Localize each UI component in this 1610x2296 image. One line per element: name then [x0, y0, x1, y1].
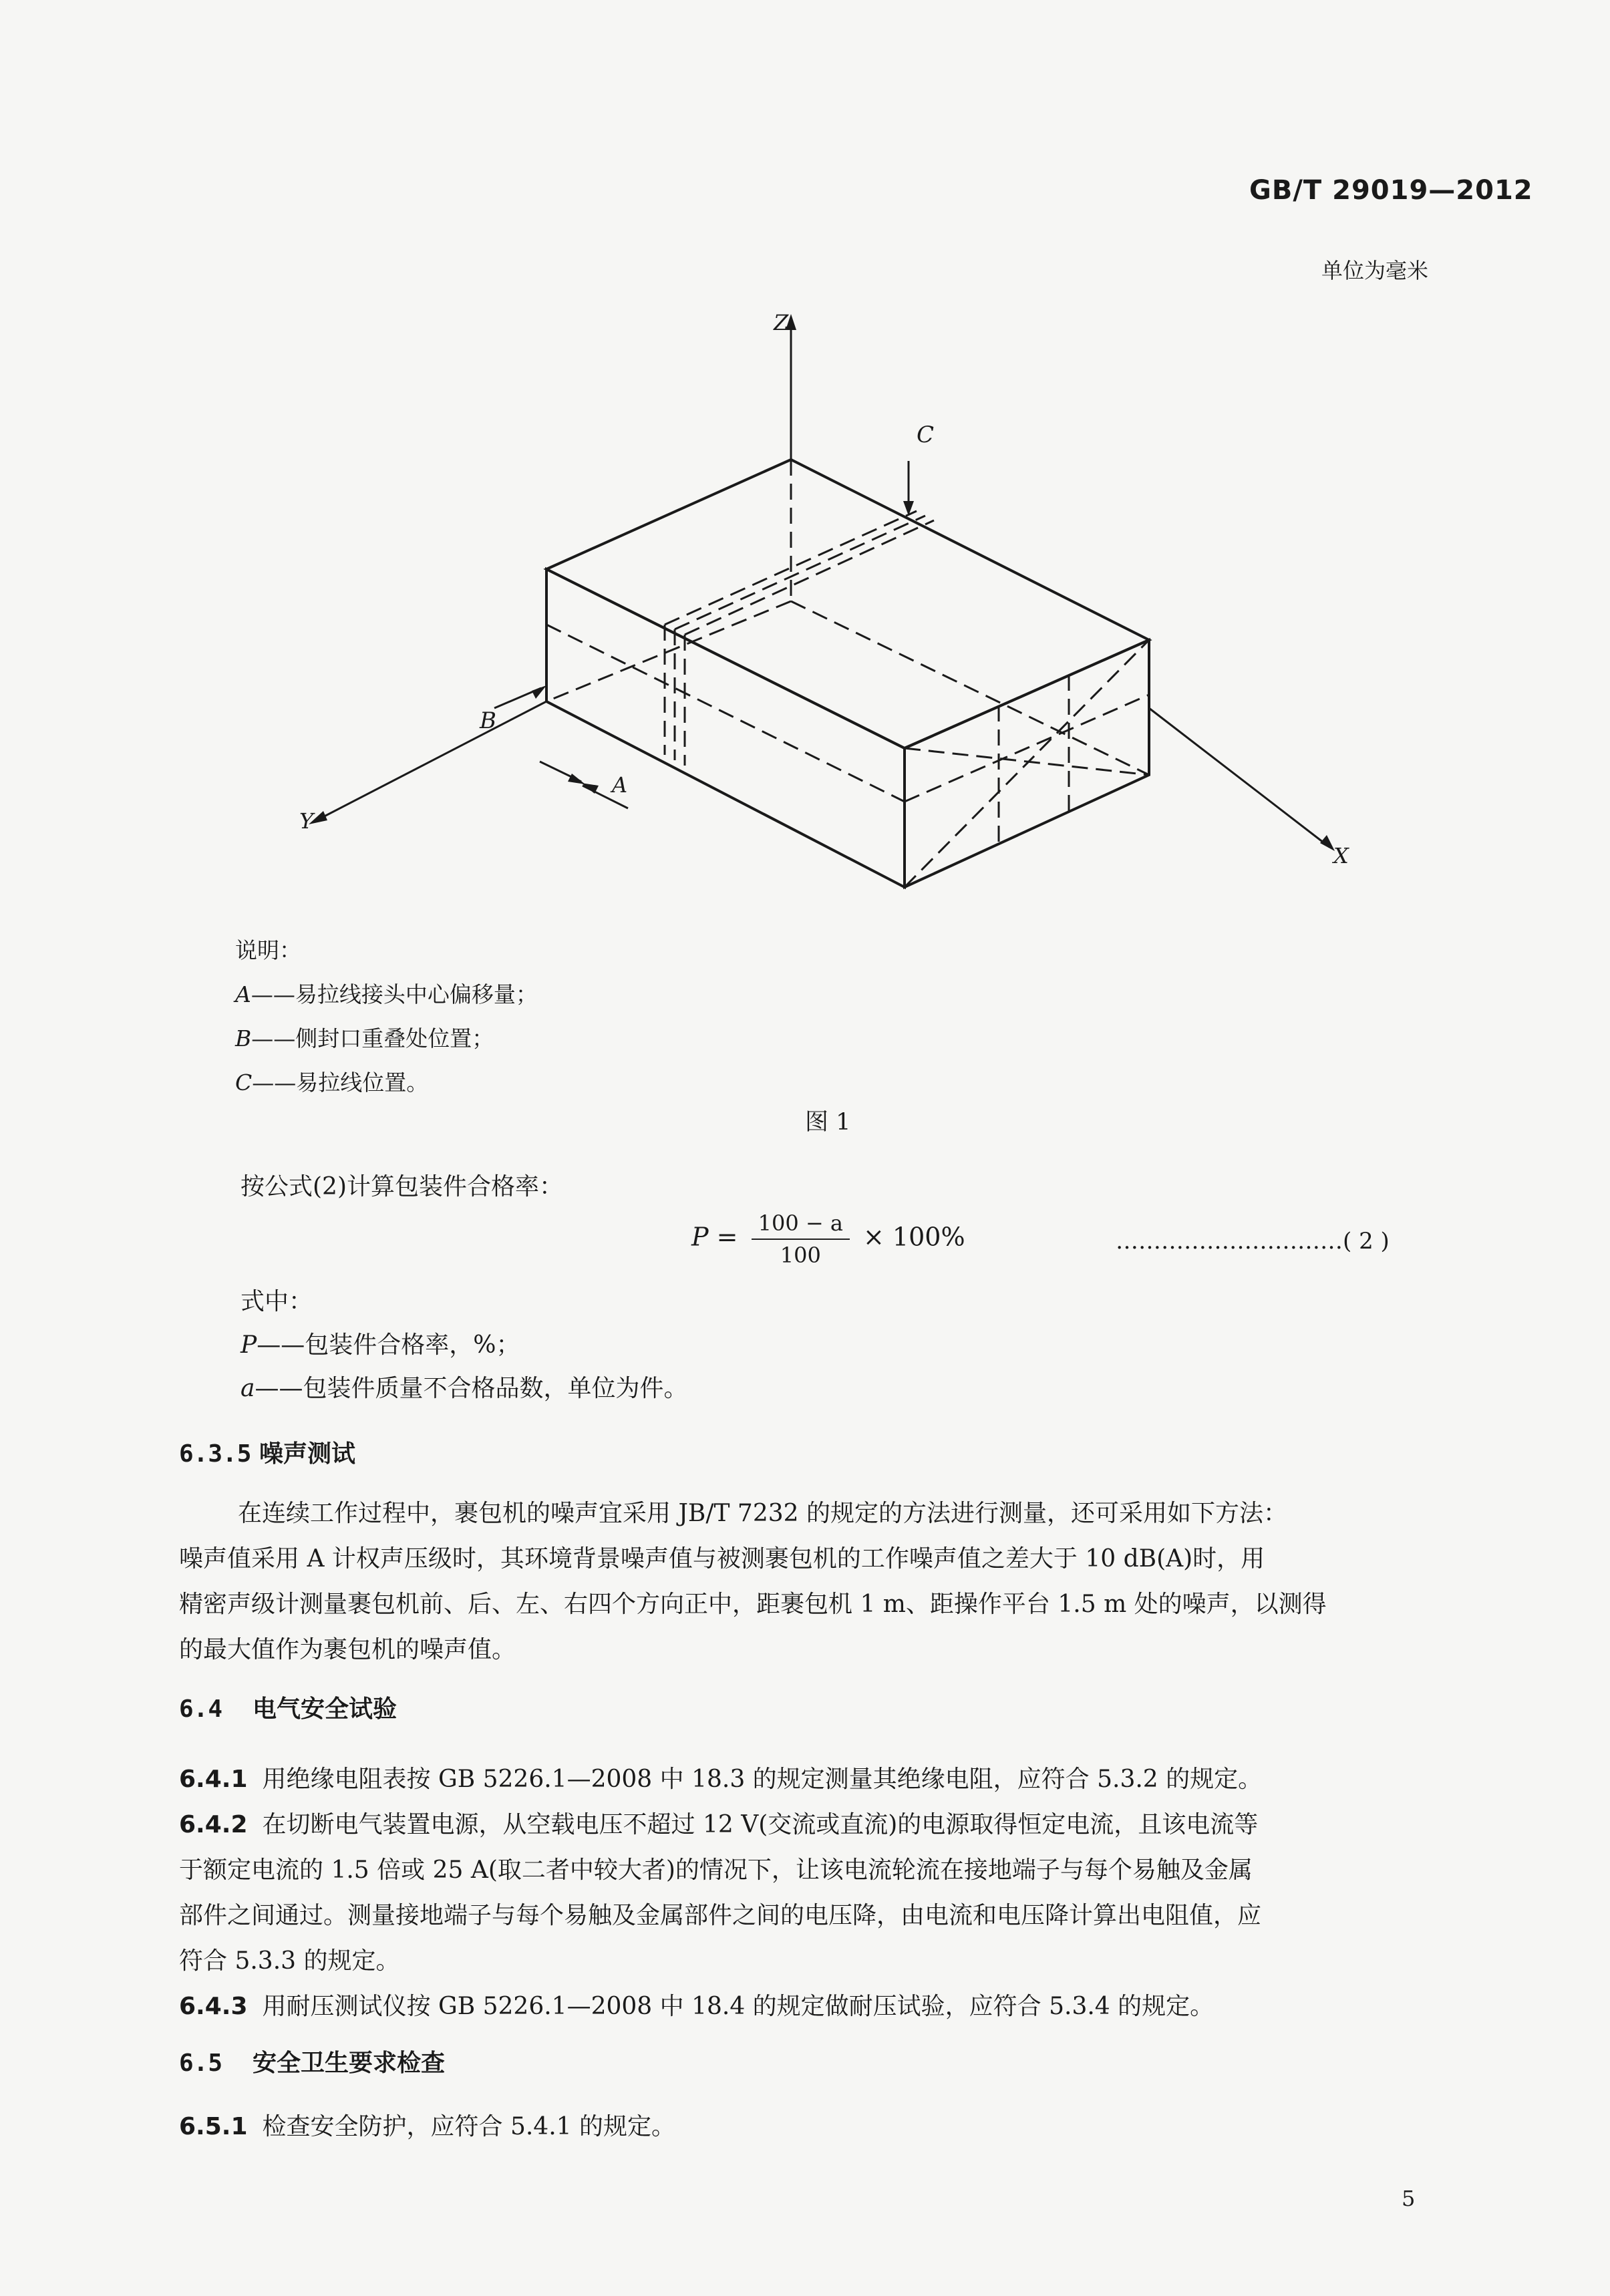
a-dim-arrow-1	[568, 774, 585, 784]
hidden-edges	[546, 460, 1149, 887]
label-b: B	[480, 707, 496, 734]
section-title: 噪声测试	[259, 1440, 356, 1468]
clause-6-4-2-line-3: 部件之间通过。测量接地端子与每个易触及金属部件之间的电压降，由电流和电压降计算出电阻值，应	[179, 1902, 1262, 1929]
clause-number: 6.4.2	[179, 1811, 248, 1838]
paragraph-6-3-5-line-2: 噪声值采用 A 计权声压级时，其环境背景噪声值与被测裹包机的工作噪声值之差大于 10 dB(A)时，用	[179, 1545, 1265, 1573]
section-title: 电气安全试验	[253, 1695, 397, 1723]
x-axis-arrow	[1320, 835, 1335, 851]
standard-code: GB/T 29019—2012	[1249, 175, 1533, 206]
clause-number: 6.5.1	[179, 2113, 248, 2140]
legend-item-a	[235, 973, 538, 1017]
paragraph-6-3-5-line-1: 在连续工作过程中，裹包机的噪声宜采用 JB/T 7232 的规定的方法进行测量，还可采用如下方法：	[238, 1500, 1287, 1527]
formula-fraction	[752, 1210, 850, 1268]
y-axis	[314, 701, 546, 822]
legend-symbol: A	[235, 981, 251, 1007]
clause-6-4-1	[179, 1757, 1468, 1802]
legend-text: ——易拉线接头中心偏移量；	[251, 981, 538, 1007]
formula-intro: 按公式(2)计算包装件合格率：	[240, 1173, 563, 1200]
clause-number: 6.4.3	[179, 1993, 248, 2020]
section-title: 安全卫生要求检查	[253, 2049, 446, 2077]
label-a: A	[612, 772, 628, 798]
section-number: 6.5	[179, 2049, 223, 2077]
axis-label-z: Z	[774, 310, 789, 335]
label-c: C	[917, 422, 935, 448]
formula-lhs: P	[691, 1222, 709, 1252]
legend-item-c	[235, 1061, 538, 1105]
paragraph-6-3-5-line-3: 精密声级计测量裹包机前、后、左、右四个方向正中，距裹包机 1 m、距操作平台 1.5 m 处的噪声，以测得	[179, 1591, 1327, 1618]
clause-6-4-3	[179, 1984, 1468, 2029]
clause-6-4-2-line-2: 于额定电流的 1.5 倍或 25 A(取二者中较大者)的情况下，让该电流轮流在接地端子与每个易触及金属	[179, 1856, 1253, 1884]
x-axis	[1149, 708, 1329, 847]
section-heading-6-3-5	[179, 1435, 355, 1469]
clause-text: 在切断电气装置电源，从空载电压不超过 12 V(交流或直流)的电源取得恒定电流，且该电流等	[262, 1811, 1259, 1838]
page-number: 5	[1402, 2186, 1416, 2211]
legend-text: ——侧封口重叠处位置；	[251, 1025, 494, 1051]
legend-symbol: B	[235, 1025, 252, 1051]
var-text: ——包装件合格率，%；	[257, 1331, 520, 1359]
section-number: 6.4	[179, 1695, 223, 1723]
legend-item-b	[235, 1017, 538, 1061]
formula-var-a	[240, 1369, 687, 1404]
paragraph-6-3-5-line-4: 的最大值作为裹包机的噪声值。	[179, 1636, 516, 1663]
figure-1-diagram	[0, 0, 1610, 935]
unit-note: 单位为毫米	[1321, 258, 1429, 283]
legend-text: ——易拉线位置。	[252, 1070, 429, 1096]
formula-equals: =	[716, 1222, 738, 1252]
var-text: ——包装件质量不合格品数，单位为件。	[255, 1375, 688, 1402]
equation-number: …………………………( 2 )	[1116, 1228, 1390, 1255]
clause-6-4-2-line-1	[179, 1802, 1468, 1848]
section-heading-6-4	[179, 1690, 397, 1724]
box-top-face	[546, 460, 1149, 748]
formula-where: 式中：	[240, 1288, 313, 1315]
clause-6-4-2-line-4: 符合 5.3.3 的规定。	[179, 1947, 400, 1975]
formula-rhs: × 100%	[863, 1222, 965, 1252]
clause-text: 检查安全防护，应符合 5.4.1 的规定。	[262, 2113, 675, 2140]
legend-symbol: C	[235, 1070, 253, 1096]
clause-text: 用绝缘电阻表按 GB 5226.1—2008 中 18.3 的规定测量其绝缘电阻，应符合 5.3.2 的规定。	[262, 1766, 1263, 1793]
formula-denominator: 100	[780, 1243, 821, 1268]
section-heading-6-5	[179, 2044, 445, 2078]
var-symbol: P	[240, 1331, 257, 1359]
formula-numerator: 100 − a	[752, 1210, 850, 1240]
box-left-face	[546, 569, 905, 887]
figure-caption: 图 1	[805, 1109, 851, 1136]
var-symbol: a	[240, 1375, 255, 1402]
b-pointer-arrow	[532, 685, 546, 699]
clause-text: 用耐压测试仪按 GB 5226.1—2008 中 18.4 的规定做耐压试验，应符合 5.3.4 的规定。	[262, 1993, 1215, 2020]
formula-var-p	[240, 1326, 520, 1360]
axis-label-x: X	[1333, 843, 1349, 868]
axis-label-y: Y	[299, 808, 314, 834]
figure-legend	[235, 929, 538, 1105]
section-number: 6.3.5	[179, 1440, 252, 1468]
legend-title: 说明：	[235, 937, 301, 963]
formula-2	[691, 1210, 965, 1268]
clause-number: 6.4.1	[179, 1766, 248, 1793]
clause-6-5-1	[179, 2104, 1468, 2150]
